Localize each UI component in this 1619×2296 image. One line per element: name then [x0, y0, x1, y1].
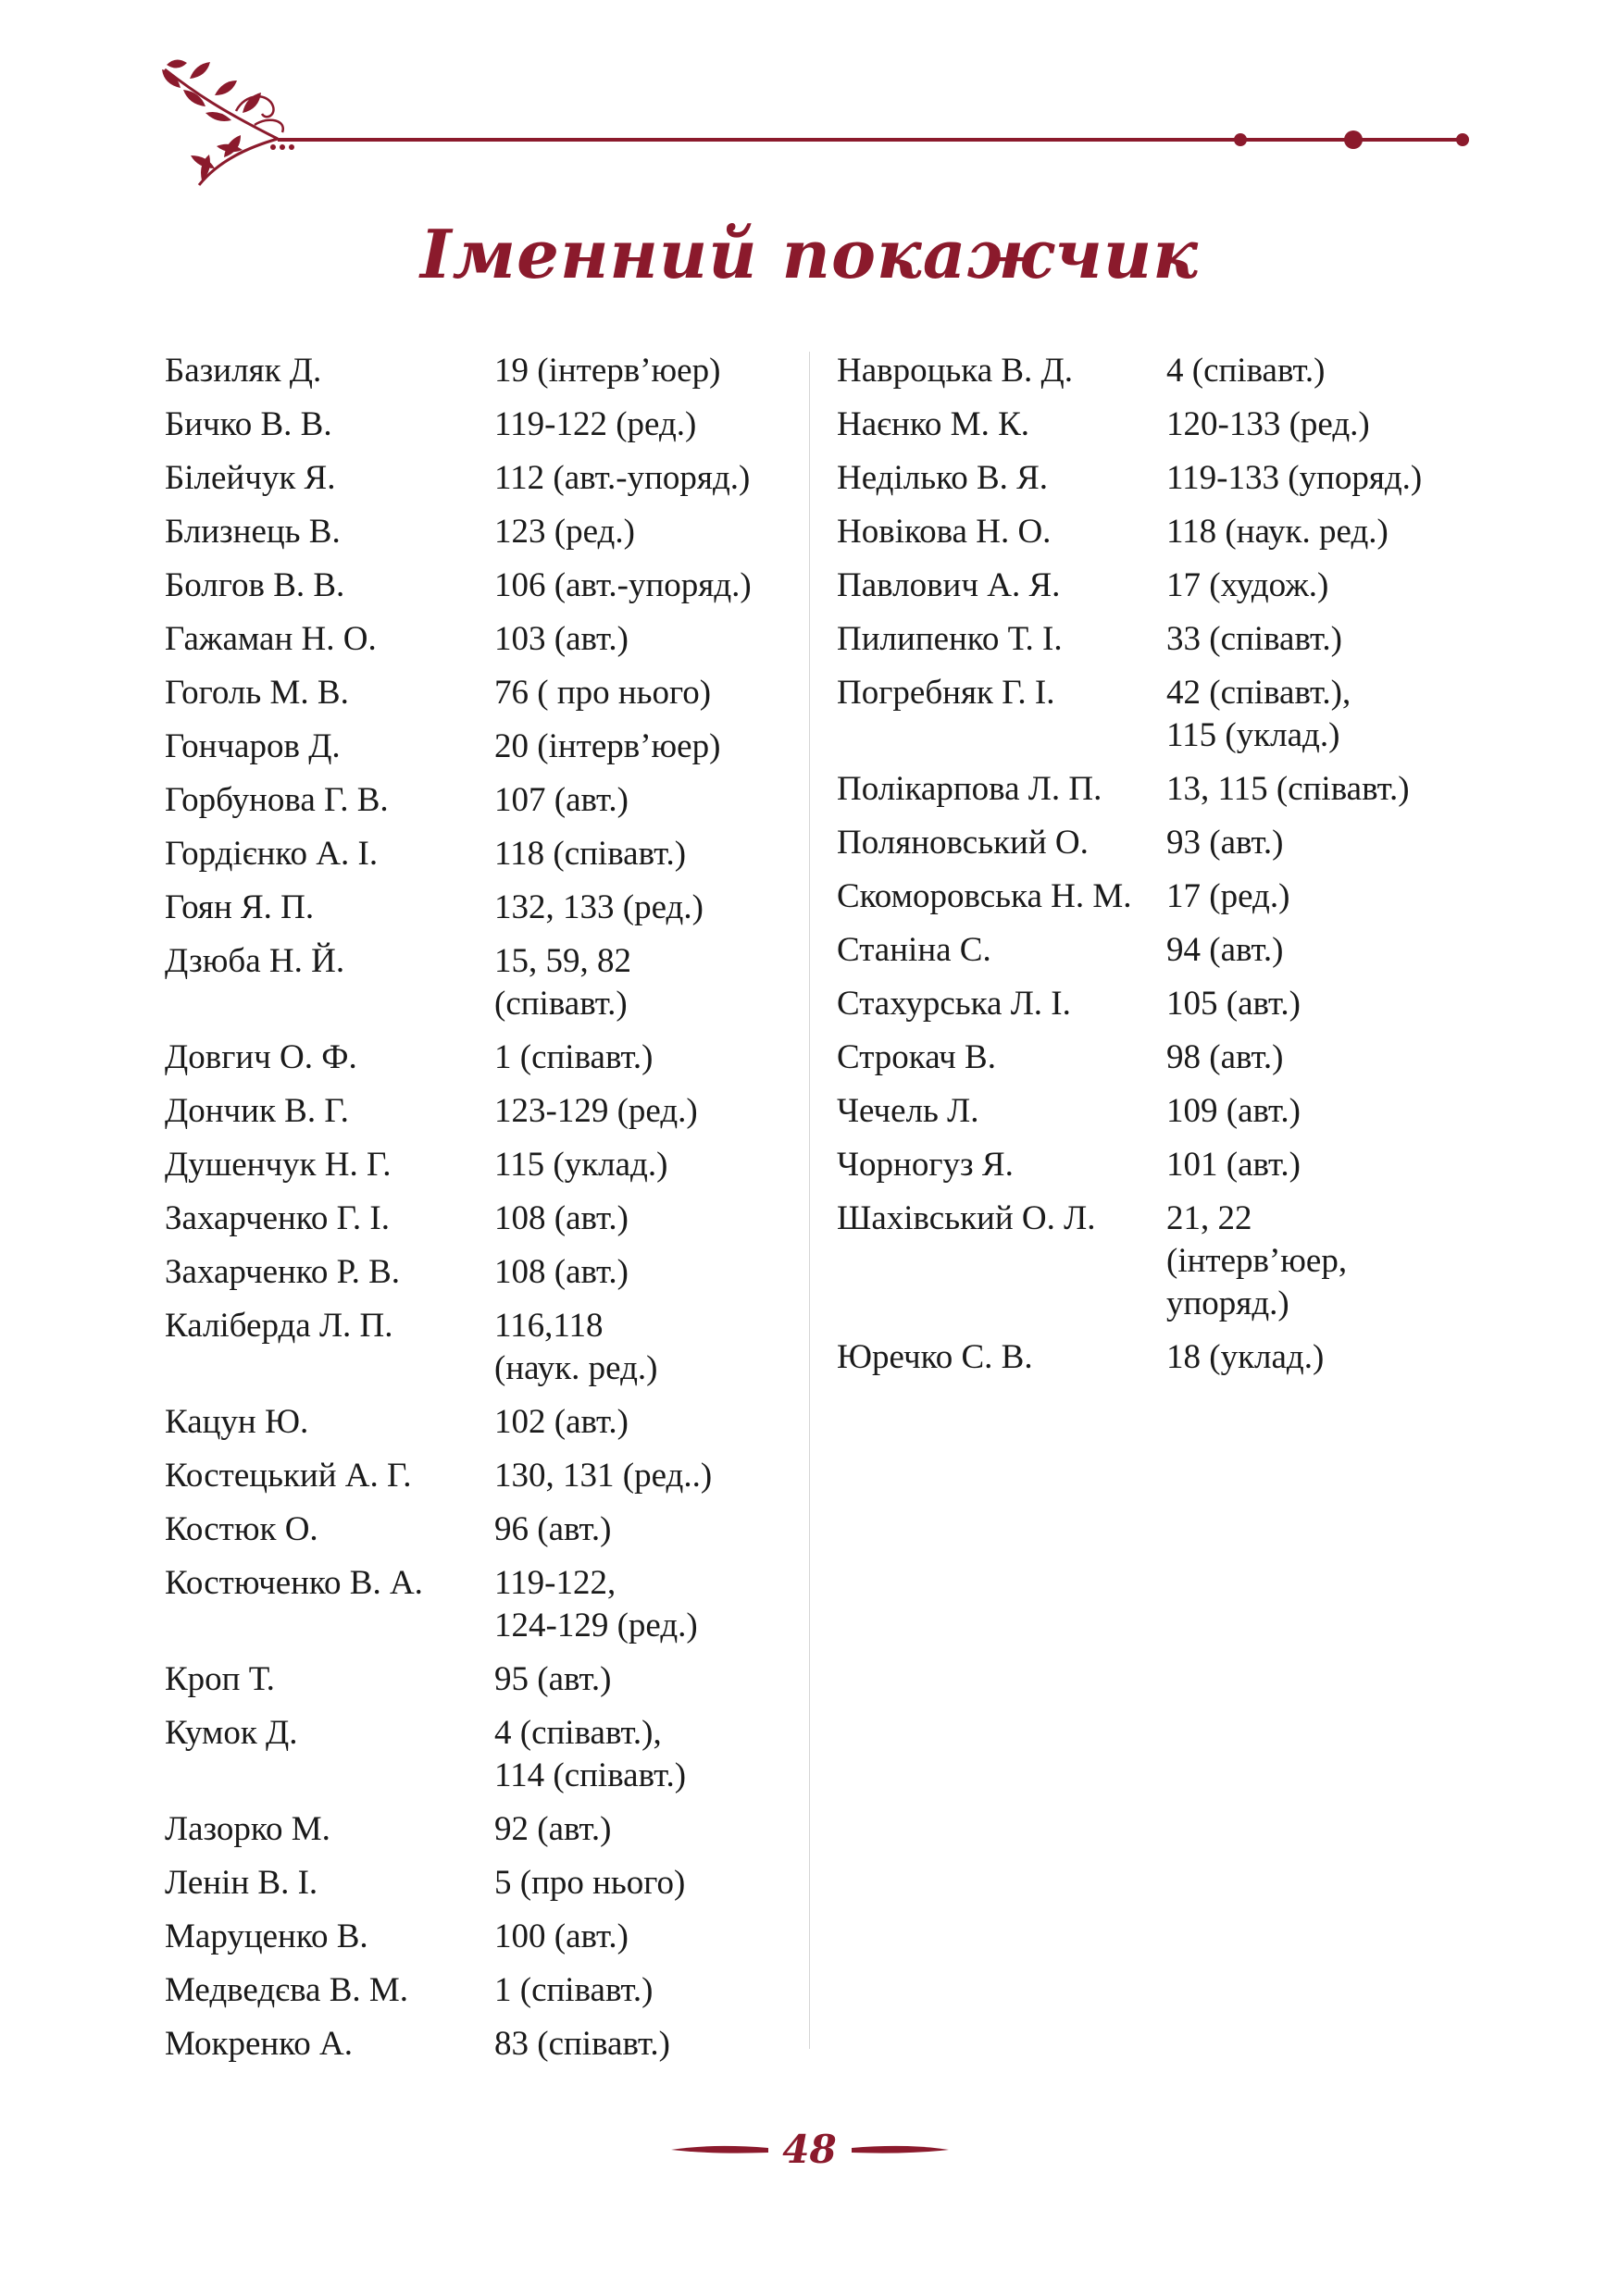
entry-name: Медведєва В. М.: [165, 1971, 409, 2009]
entry-name: Стахурська Л. І.: [837, 985, 1071, 1023]
entry-pages: 20 (інтерв’юер): [494, 727, 721, 765]
entry-name: Маруценко В.: [165, 1917, 368, 1955]
entry-pages: 83 (співавт.): [494, 2025, 670, 2063]
entry-pages: 4 (співавт.): [1166, 352, 1326, 390]
index-entry: [837, 618, 1476, 661]
index-right-column: [837, 350, 1476, 1390]
index-entry: [165, 1969, 803, 2012]
entry-pages: 116,118 (наук. ред.): [494, 1307, 658, 1387]
entry-pages: 119-122, 124-129 (ред.): [494, 1564, 698, 1644]
entry-pages: 100 (авт.): [494, 1917, 629, 1955]
entry-name: Захарченко Г. І.: [165, 1199, 390, 1237]
entry-name: Кроп Т.: [165, 1660, 275, 1698]
entry-pages: 76 ( про нього): [494, 674, 712, 712]
entry-pages: 130, 131 (ред..): [494, 1457, 713, 1495]
entry-pages: 107 (авт.): [494, 781, 629, 819]
index-entry: [837, 983, 1476, 1025]
entry-name: Дончик В. Г.: [165, 1092, 349, 1130]
entry-pages: 123-129 (ред.): [494, 1092, 698, 1130]
entry-name: Поляновський О.: [837, 824, 1089, 862]
entry-pages: 106 (авт.-упоряд.): [494, 566, 752, 604]
index-entry: [837, 1144, 1476, 1186]
entry-pages: 119-133 (упоряд.): [1166, 459, 1423, 497]
index-entry: [837, 1336, 1476, 1379]
entry-pages: 19 (інтерв’юер): [494, 352, 721, 390]
index-entry: [165, 1036, 803, 1079]
entry-pages: 132, 133 (ред.): [494, 888, 704, 926]
entry-name: Гордієнко А. І.: [165, 835, 379, 873]
entry-name: Юречко С. В.: [837, 1338, 1033, 1376]
entry-pages: 120-133 (ред.): [1166, 405, 1370, 443]
entry-pages: 118 (співавт.): [494, 835, 687, 873]
index-entry: [837, 403, 1476, 446]
index-entry: [165, 1090, 803, 1133]
index-left-column: [165, 350, 803, 2077]
index-entry: [837, 1090, 1476, 1133]
index-entry: [165, 1862, 803, 1905]
entry-pages: 109 (авт.): [1166, 1092, 1301, 1130]
entry-pages: 5 (про нього): [494, 1864, 686, 1902]
entry-pages: 92 (авт.): [494, 1810, 612, 1848]
index-entry: [165, 1562, 803, 1647]
index-entry: [165, 1916, 803, 1958]
index-entry: [165, 457, 803, 500]
index-entry: [837, 1198, 1476, 1325]
entry-pages: 123 (ред.): [494, 513, 635, 551]
entry-pages: 4 (співавт.), 114 (співавт.): [494, 1714, 687, 1794]
entry-name: Бичко В. В.: [165, 405, 332, 443]
entry-pages: 101 (авт.): [1166, 1146, 1301, 1184]
entry-name: Чорногуз Я.: [837, 1146, 1014, 1184]
index-entry: [837, 565, 1476, 607]
entry-pages: 95 (авт.): [494, 1660, 612, 1698]
entry-name: Довгич О. Ф.: [165, 1038, 357, 1076]
index-entry: [837, 875, 1476, 918]
entry-name: Дзюба Н. Й.: [165, 942, 345, 980]
entry-pages: 1 (співавт.): [494, 1038, 654, 1076]
entry-name: Кацун Ю.: [165, 1403, 309, 1441]
entry-name: Лазорко М.: [165, 1810, 330, 1848]
index-entry: [165, 940, 803, 1025]
entry-pages: 118 (наук. ред.): [1166, 513, 1389, 551]
entry-pages: 115 (уклад.): [494, 1146, 668, 1184]
index-entry: [165, 833, 803, 875]
entry-name: Пилипенко Т. І.: [837, 620, 1063, 658]
entry-pages: 15, 59, 82 (співавт.): [494, 942, 631, 1023]
entry-name: Білейчук Я.: [165, 459, 336, 497]
index-entry: [165, 2023, 803, 2066]
entry-name: Гажаман Н. О.: [165, 620, 377, 658]
index-entry: [837, 822, 1476, 864]
index-entry: [165, 1144, 803, 1186]
index-entry: [165, 1508, 803, 1551]
index-entry: [165, 779, 803, 822]
index-entry: [165, 403, 803, 446]
entry-pages: 42 (співавт.), 115 (уклад.): [1166, 674, 1351, 754]
index-entry: [165, 1455, 803, 1497]
entry-name: Павлович А. Я.: [837, 566, 1061, 604]
entry-pages: 33 (співавт.): [1166, 620, 1342, 658]
entry-pages: 102 (авт.): [494, 1403, 629, 1441]
index-entry: [837, 511, 1476, 553]
entry-name: Гоян Я. П.: [165, 888, 315, 926]
entry-pages: 13, 115 (співавт.): [1166, 770, 1410, 808]
index-entry: [837, 1036, 1476, 1079]
entry-name: Костюченко В. А.: [165, 1564, 423, 1602]
entry-pages: 94 (авт.): [1166, 931, 1284, 969]
index-entry: [165, 1305, 803, 1390]
index-entry: [165, 1658, 803, 1701]
entry-pages: 112 (авт.-упоряд.): [494, 459, 751, 497]
entry-pages: 108 (авт.): [494, 1253, 629, 1291]
entry-pages: 17 (ред.): [1166, 877, 1290, 915]
entry-name: Погребняк Г. І.: [837, 674, 1055, 712]
entry-name: Строкач В.: [837, 1038, 996, 1076]
entry-name: Станіна С.: [837, 931, 991, 969]
entry-pages: 17 (худож.): [1166, 566, 1329, 604]
page-title: Іменний покажчик: [420, 215, 1199, 293]
header-ornament: [0, 0, 1619, 204]
entry-name: Горбунова Г. В.: [165, 781, 389, 819]
entry-name: Каліберда Л. П.: [165, 1307, 393, 1345]
page-number: 48: [782, 2127, 837, 2172]
index-entry: [165, 672, 803, 714]
index-entry: [165, 1808, 803, 1851]
index-entry: [837, 768, 1476, 811]
index-entry: [165, 1251, 803, 1294]
index-entry: [837, 457, 1476, 500]
entry-pages: 1 (співавт.): [494, 1971, 654, 2009]
entry-pages: 103 (авт.): [494, 620, 629, 658]
entry-pages: 105 (авт.): [1166, 985, 1301, 1023]
entry-name: Мокренко А.: [165, 2025, 353, 2063]
entry-pages: 119-122 (ред.): [494, 405, 697, 443]
index-entry: [165, 511, 803, 553]
index-entry: [165, 350, 803, 392]
index-entry: [165, 1401, 803, 1444]
entry-name: Новікова Н. О.: [837, 513, 1052, 551]
entry-pages: 98 (авт.): [1166, 1038, 1284, 1076]
entry-pages: 108 (авт.): [494, 1199, 629, 1237]
entry-name: Болгов В. В.: [165, 566, 345, 604]
index-entry: [165, 565, 803, 607]
entry-name: Шахівський О. Л.: [837, 1199, 1096, 1237]
entry-name: Костюк О.: [165, 1510, 318, 1548]
entry-name: Душенчук Н. Г.: [165, 1146, 392, 1184]
index-entry: [165, 1712, 803, 1797]
index-entry: [165, 618, 803, 661]
entry-name: Гоголь М. В.: [165, 674, 349, 712]
entry-name: Костецький А. Г.: [165, 1457, 412, 1495]
entry-name: Скоморовська Н. М.: [837, 877, 1132, 915]
entry-name: Базиляк Д.: [165, 352, 322, 390]
entry-pages: 96 (авт.): [494, 1510, 612, 1548]
entry-name: Близнець В.: [165, 513, 341, 551]
entry-name: Кумок Д.: [165, 1714, 298, 1752]
index-entry: [165, 887, 803, 929]
entry-name: Захарченко Р. В.: [165, 1253, 401, 1291]
entry-name: Ленін В. І.: [165, 1864, 318, 1902]
index-entry: [165, 1198, 803, 1240]
index-entry: [165, 726, 803, 768]
entry-pages: 21, 22 (інтерв’юер, упоряд.): [1166, 1199, 1348, 1322]
entry-name: Навроцька В. Д.: [837, 352, 1074, 390]
entry-pages: 18 (уклад.): [1166, 1338, 1325, 1376]
entry-name: Чечель Л.: [837, 1092, 979, 1130]
index-entry: [837, 929, 1476, 972]
entry-name: Наєнко М. К.: [837, 405, 1029, 443]
entry-name: Полікарпова Л. П.: [837, 770, 1102, 808]
index-entry: [837, 350, 1476, 392]
entry-name: Неділько В. Я.: [837, 459, 1049, 497]
column-divider: [809, 352, 810, 2049]
index-entry: [837, 672, 1476, 757]
entry-name: Гончаров Д.: [165, 727, 341, 765]
entry-pages: 93 (авт.): [1166, 824, 1284, 862]
